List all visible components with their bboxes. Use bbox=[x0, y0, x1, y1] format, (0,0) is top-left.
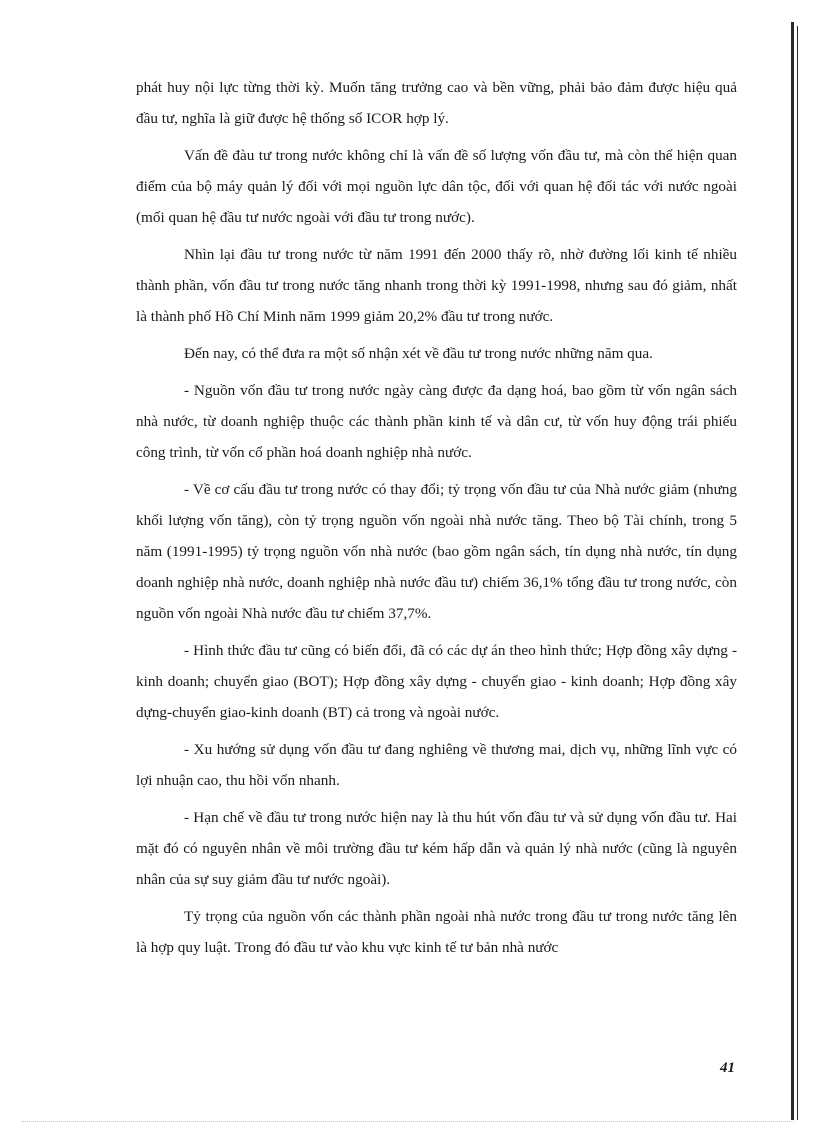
paragraph-5: - Nguồn vốn đầu tư trong nước ngày càng được đa dạng hoá, bao gồm từ vốn ngân sách nhà nước, từ doanh nghiệp thuộc các thành phần kinh tế và dân cư, từ vốn huy động trái phiếu công trình, từ vốn cổ phần hoá doanh nghiệp nhà nước. bbox=[136, 382, 737, 461]
page-number: 41 bbox=[720, 1060, 735, 1076]
paragraph-8: - Xu hướng sử dụng vốn đầu tư đang nghiêng về thương mai, dịch vụ, những lĩnh vực có lợi nhuận cao, thu hồi vốn nhanh. bbox=[136, 741, 737, 789]
bottom-dotted-rule bbox=[22, 1121, 794, 1122]
paragraph-7: - Hình thức đầu tư cũng có biến đổi, đã có các dự án theo hình thức; Hợp đồng xây dựng - kinh doanh; chuyển giao (BOT); Hợp đồng xây dựng - chuyển giao - kinh doanh; Hợp đồng xây dựng-chuyển giao-kinh doanh (BT) cả trong và ngoài nước. bbox=[136, 642, 737, 721]
paragraph-4: Đến nay, có thể đưa ra một số nhận xét về đầu tư trong nước những năm qua. bbox=[184, 345, 653, 362]
paragraph-3: Nhìn lại đầu tư trong nước từ năm 1991 đến 2000 thấy rõ, nhờ đường lối kinh tế nhiều thành phần, vốn đầu tư trong nước tăng nhanh trong thời kỳ 1991-1998, nhưng sau đó giảm, nhất là thành phố Hồ Chí Minh năm 1999 giảm 20,2% đầu tư trong nước. bbox=[136, 246, 737, 325]
paragraph-2: Vấn đề đàu tư trong nước không chỉ là vấn đề số lượng vốn đầu tư, mà còn thể hiện quan điểm của bộ máy quản lý đối với mọi nguồn lực dân tộc, đối với quan hệ đối tác với nước ngoài (mối quan hệ đầu tư nước ngoài với đầu tư trong nước). bbox=[136, 147, 737, 226]
document-body bbox=[136, 72, 737, 969]
paragraph-6: - Về cơ cấu đầu tư trong nước có thay đổi; tỷ trọng vốn đầu tư của Nhà nước giảm (nhưng khối lượng vốn tăng), còn tỷ trọng nguồn vốn ngoài nhà nước tăng. Theo bộ Tài chính, trong 5 năm (1991-1995) tỷ trọng nguồn vốn nhà nước (bao gồm ngân sách, tín dụng nhà nước, tín dụng doanh nghiệp nhà nước, doanh nghiệp nhà nước đầu tư) chiếm 36,1% tổng đầu tư trong nước, còn nguồn vốn ngoài Nhà nước đầu tư chiếm 37,7%. bbox=[136, 481, 737, 622]
paragraph-10: Tỷ trọng của nguồn vốn các thành phần ngoài nhà nước trong đầu tư trong nước tăng lên là hợp quy luật. Trong đó đầu tư vào khu vực kinh tế tư bản nhà nước bbox=[136, 908, 737, 956]
paragraph-1: phát huy nội lực từng thời kỳ. Muốn tăng trưởng cao và bền vững, phải bảo đảm được hiệu quả đầu tư, nghĩa là giữ được hệ thống số ICOR hợp lý. bbox=[136, 79, 737, 127]
paragraph-9: - Hạn chế về đầu tư trong nước hiện nay là thu hút vốn đầu tư và sử dụng vốn đầu tư. Hai mặt đó có nguyên nhân về môi trường đầu tư kém hấp dẫn và quản lý nhà nước (cũng là nguyên nhân của sự suy giảm đầu tư nước ngoài). bbox=[136, 809, 737, 888]
